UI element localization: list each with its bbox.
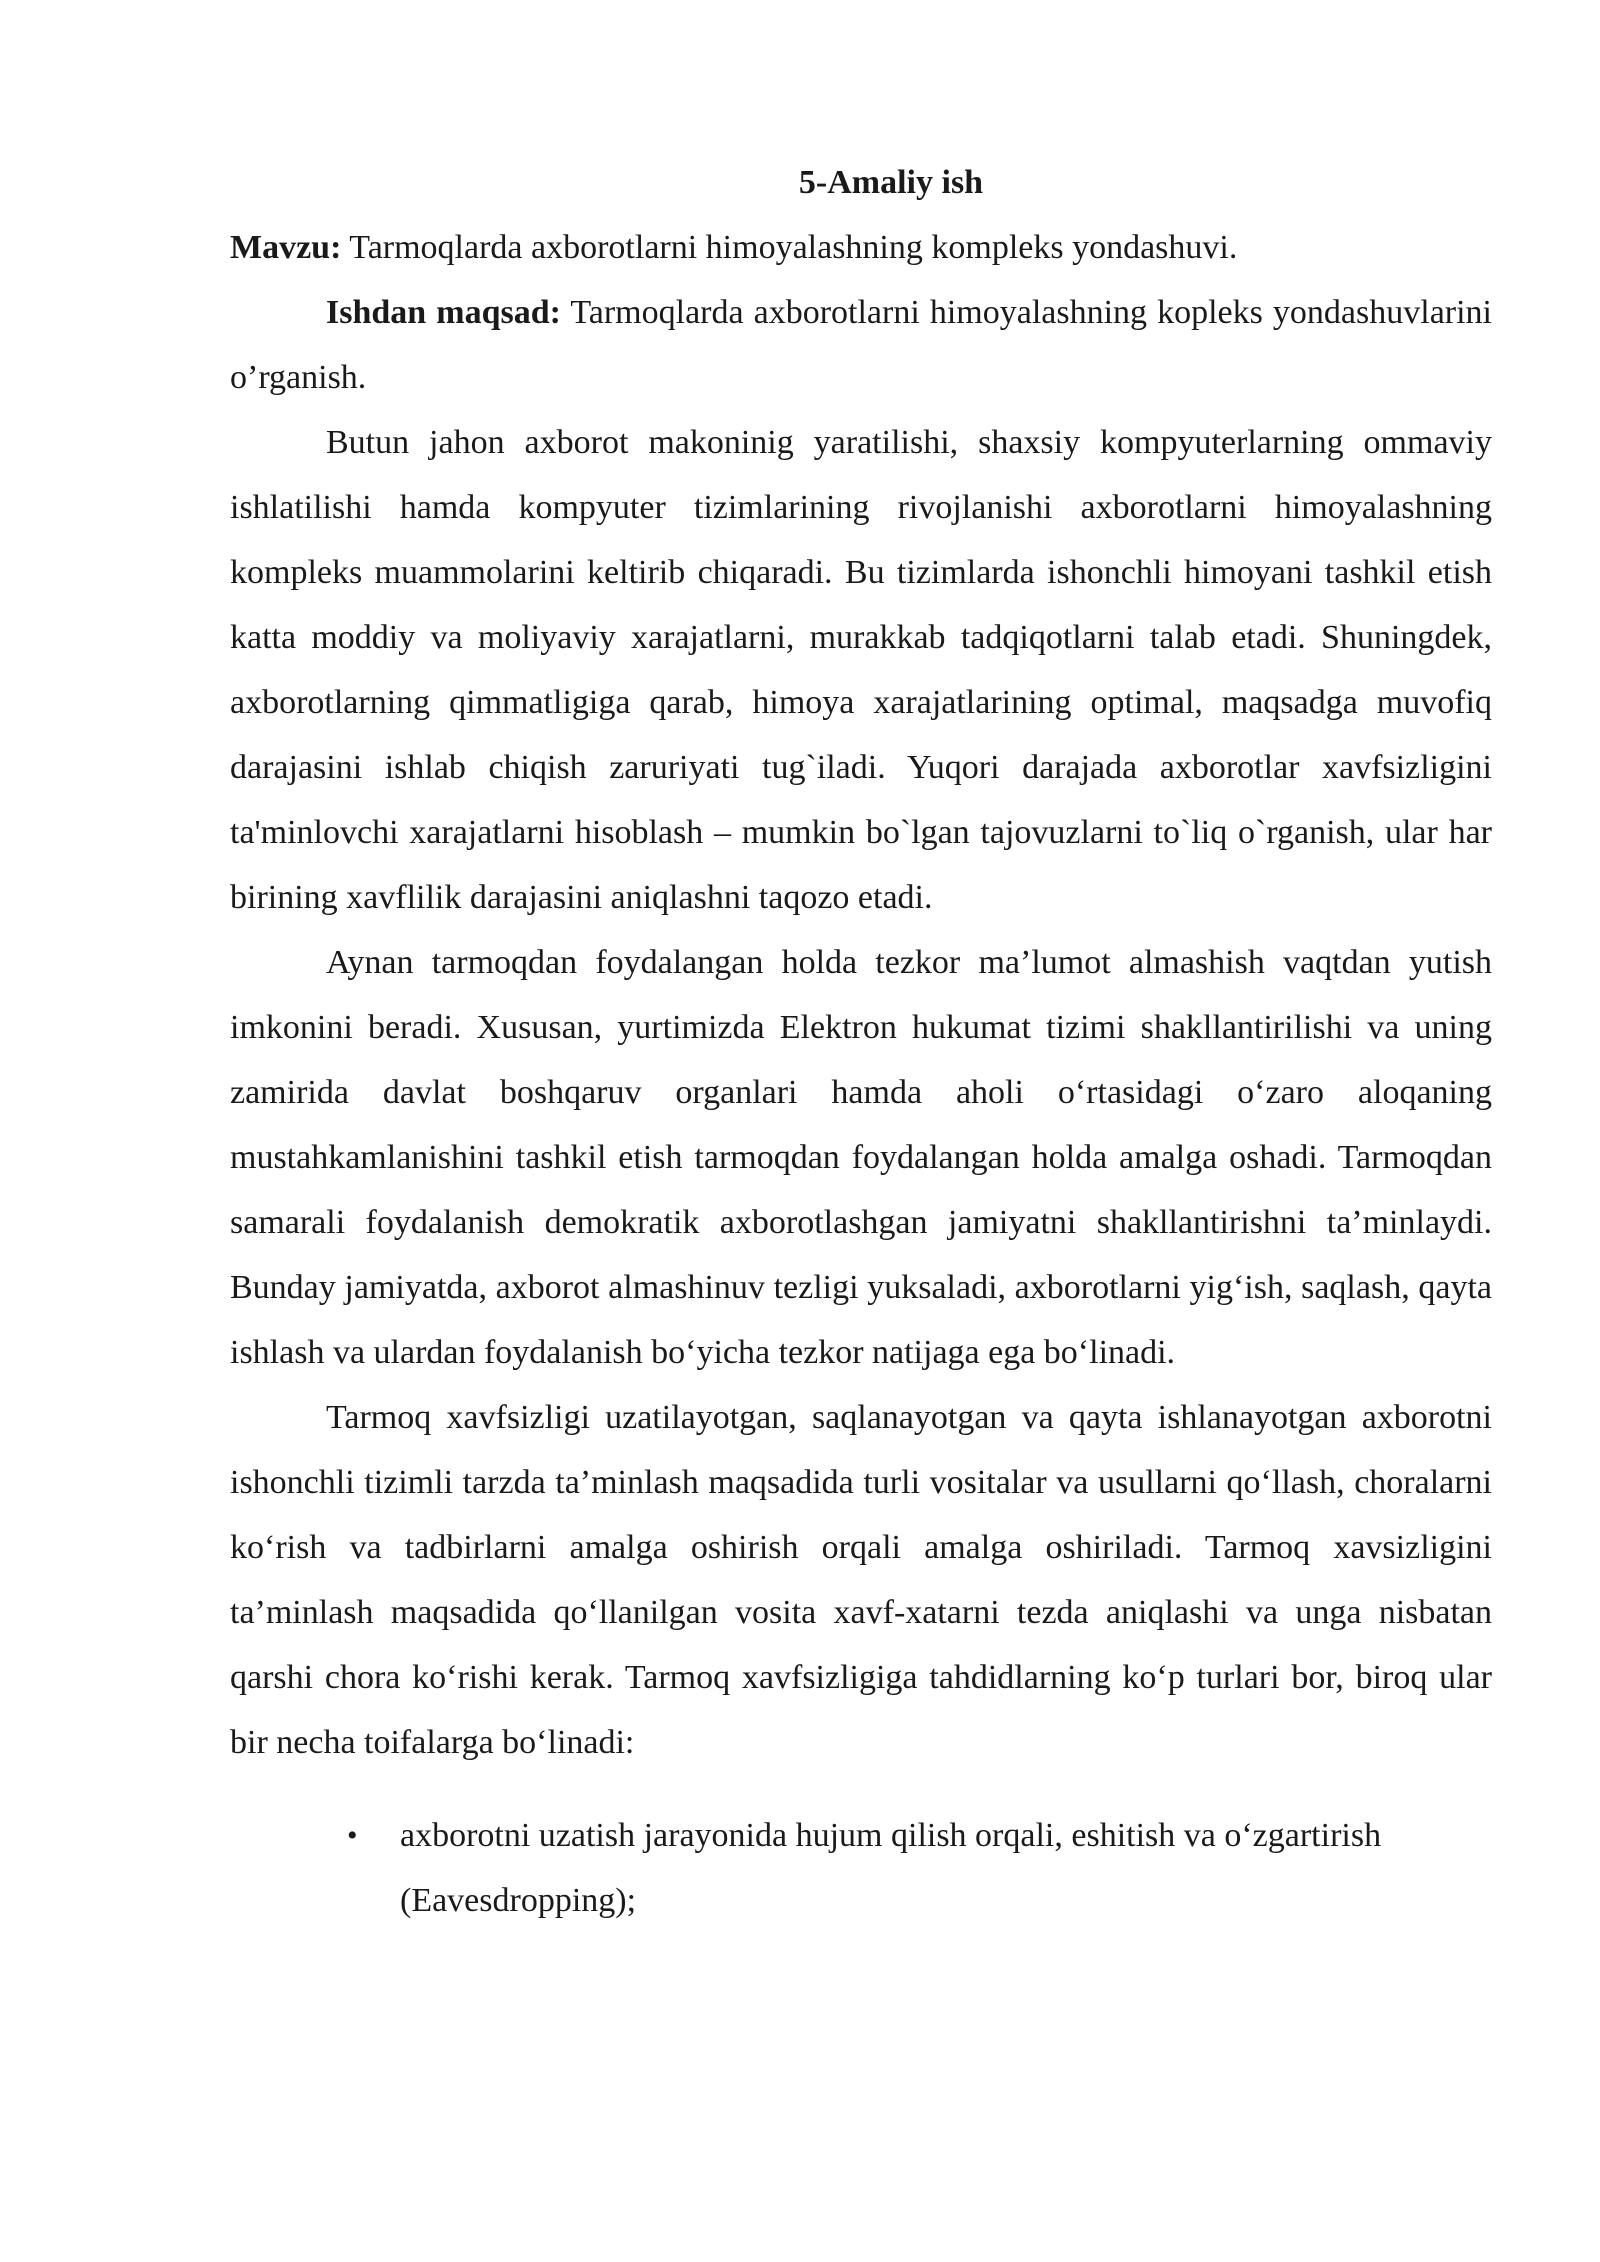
goal-paragraph xyxy=(230,280,1492,410)
threat-list xyxy=(230,1803,1492,1933)
bullet-icon: • xyxy=(347,1819,358,1852)
list-item xyxy=(230,1803,1492,1933)
goal-label: Ishdan maqsad: xyxy=(326,294,561,331)
topic-label: Mavzu: xyxy=(230,229,342,266)
topic-text: Tarmoqlarda axborotlarni himoyalashning kompleks yondashuvi. xyxy=(341,229,1238,266)
body-paragraph-1: Butun jahon axborot makoninig yaratilishi, shaxsiy kompyuterlarning ommaviy ishlatilishi hamda kompyuter tizimlarining rivojlanishi axborotlarni himoyalashning kompleks muammolarini keltirib chiqaradi. Bu tizimlarda ishonchli himoyani tashkil etish katta moddiy va moliyaviy xarajatlarni, murakkab tadqiqotlarni talab etadi. Shuningdek, axborotlarning qimmatligiga qarab, himoya xarajatlarining optimal, maqsadga muvofiq darajasini ishlab chiqish zaruriyati tug`iladi. Yuqori darajada axborotlar xavfsizligini ta'minlovchi xarajatlarni hisoblash – mumkin bo`lgan tajovuzlarni to`liq o`rganish, ular har birining xavflilik darajasini aniqlashni taqozo etadi. xyxy=(230,424,1492,916)
list-item-text: axborotni uzatish jarayonida hujum qilish orqali, eshitish va o‘zgartirish (Eavesdropping); xyxy=(400,1817,1382,1919)
topic-line xyxy=(230,215,1492,280)
page-title: 5-Amaliy ish xyxy=(798,164,984,201)
body-paragraph-2: Aynan tarmoqdan foydalangan holda tezkor ma’lumot almashish vaqtdan yutish imkonini beradi. Xususan, yurtimizda Elektron hukumat tizimi shakllantirilishi va uning zamirida davlat boshqaruv organlari hamda aholi o‘rtasidagi o‘zaro aloqaning mustahkamlanishini tashkil etish tarmoqdan foydalangan holda amalga oshadi. Tarmoqdan samarali foydalanish demokratik axborotlashgan jamiyatni shakllantirishni ta’minlaydi. Bunday jamiyatda, axborot almashinuv tezligi yuksaladi, axborotlarni yig‘ish, saqlash, qayta ishlash va ulardan foydalanish bo‘yicha tezkor natijaga ega bo‘linadi. xyxy=(230,944,1492,1371)
document-page xyxy=(230,150,1492,1933)
goal-text: Tarmoqlarda axborotlarni himoyalashning kopleks yondashuvlarini o’rganish. xyxy=(230,294,1492,396)
body-paragraph-3: Tarmoq xavfsizligi uzatilayotgan, saqlanayotgan va qayta ishlanayotgan axborotni ishonchli tizimli tarzda ta’minlash maqsadida turli vositalar va usullarni qo‘llash, choralarni ko‘rish va tadbirlarni amalga oshirish orqali amalga oshiriladi. Tarmoq xavsizligini ta’minlash maqsadida qo‘llanilgan vosita xavf-xatarni tezda aniqlashi va unga nisbatan qarshi chora ko‘rishi kerak. Tarmoq xavfsizligiga tahdidlarning ko‘p turlari bor, biroq ular bir necha toifalarga bo‘linadi: xyxy=(230,1399,1492,1761)
